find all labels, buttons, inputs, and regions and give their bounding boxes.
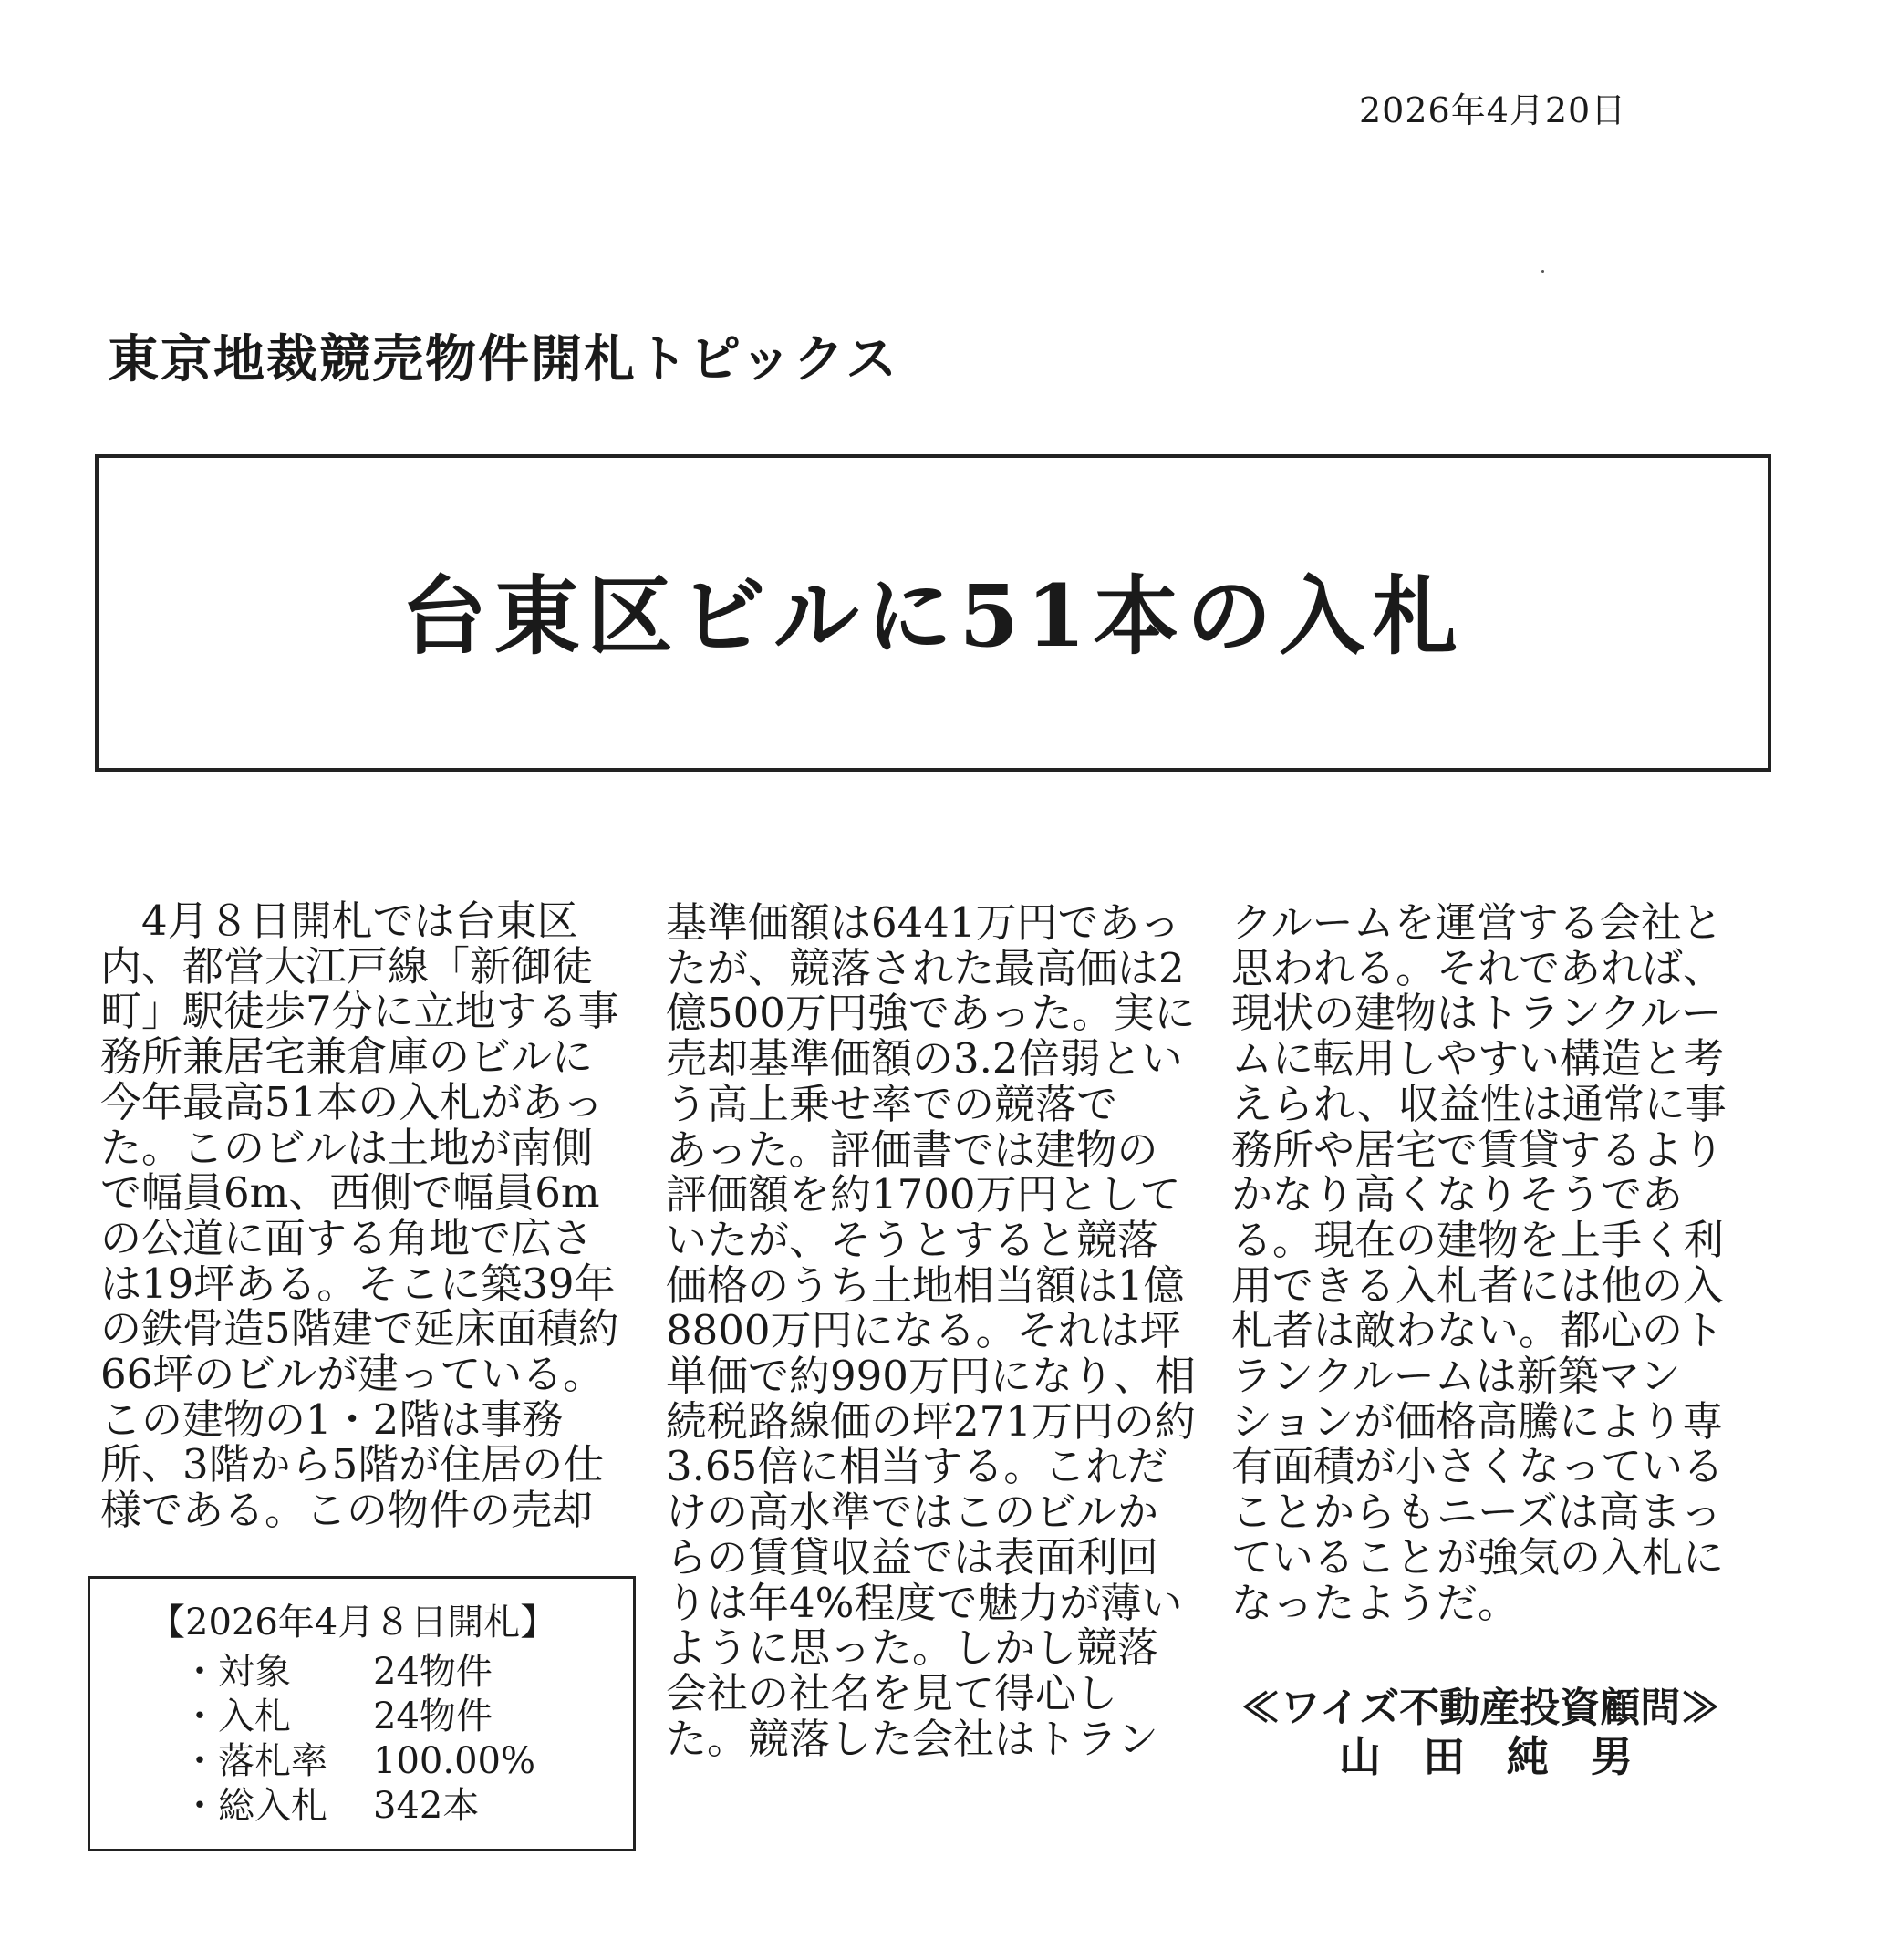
article-column-1 [100, 898, 629, 1533]
text-line: 億500万円強であった。実に [666, 989, 1196, 1038]
text-line: たが、競落された最高価は2 [666, 943, 1185, 992]
text-line: 務所や居宅で賃貸するより [1231, 1125, 1725, 1174]
stats-row [182, 1784, 479, 1829]
article-column-2 [666, 900, 1195, 1761]
text-line: ていることが強気の入札に [1231, 1532, 1725, 1581]
stats-value: 24物件 [373, 1696, 493, 1737]
text-line: る。現在の建物を上手く利 [1231, 1215, 1725, 1264]
text-line: 続税路線価の坪271万円の約 [666, 1396, 1196, 1446]
text-line: 現状の建物はトランクルー [1231, 989, 1722, 1038]
text-line: ように思った。しかし競落 [666, 1623, 1159, 1673]
text-line: ランクルームは新築マン [1231, 1352, 1681, 1401]
scan-speck [1541, 270, 1544, 273]
article-column-3 [1231, 900, 1760, 1625]
text-line: 内、都営大江戸線「新御徒 [100, 941, 594, 990]
text-line: らの賃貸収益では表面利回 [666, 1532, 1159, 1581]
headline-box [95, 454, 1771, 772]
headline: 台東区ビルに51本の入札 [400, 565, 1466, 667]
stats-row [182, 1695, 493, 1739]
text-line: の公道に面する角地で広さ [100, 1213, 594, 1262]
text-line: 務所兼居宅兼倉庫のビルに [100, 1032, 594, 1082]
text-line: 有面積が小さくなっている [1231, 1442, 1725, 1491]
stats-row [182, 1650, 493, 1695]
text-line: あった。評価書では建物の [666, 1125, 1158, 1174]
text-line: 66坪のビルが建っている。 [100, 1350, 605, 1399]
stats-heading: 【2026年4月８日開札】 [149, 1602, 557, 1644]
text-line: で幅員6m、西側で幅員6m [100, 1168, 600, 1218]
text-line: 町」駅徒歩7分に立地する事 [100, 987, 619, 1036]
text-line: けの高水準ではこのビルか [666, 1488, 1159, 1537]
text-line: 単価で約990万円になり、相 [666, 1352, 1196, 1401]
author-name: 山 田 純 男 [1339, 1732, 1633, 1781]
auction-stats-box [88, 1576, 636, 1851]
text-line: この建物の1・2階は事務 [100, 1395, 564, 1444]
section-title: 東京地裁競売物件開札トピックス [108, 330, 899, 389]
text-line: ことからもニーズは高まっ [1231, 1488, 1722, 1537]
text-line: なったようだ。 [1231, 1578, 1520, 1627]
text-line: の鉄骨造5階建で延床面積約 [100, 1304, 619, 1353]
text-line: 売却基準価額の3.2倍弱とい [666, 1034, 1183, 1084]
text-line: た。このビルは土地が南側 [100, 1123, 594, 1172]
text-line: えられ、収益性は通常に事 [1231, 1079, 1727, 1128]
text-line: 3.65倍に相当する。これだ [666, 1442, 1168, 1491]
text-line: 思われる。それであれば、 [1231, 943, 1725, 992]
text-line: ムに転用しやすい構造と考 [1231, 1034, 1725, 1084]
text-line: 8800万円になる。それは坪 [666, 1306, 1181, 1355]
stats-label: ・総入札 [182, 1785, 327, 1827]
text-line: 基準価額は6441万円であっ [666, 898, 1181, 947]
text-line: う高上乗せ率での競落で [666, 1079, 1118, 1128]
text-line: 今年最高51本の入札があっ [100, 1077, 604, 1126]
text-line: りは年4%程度で魅力が薄い [666, 1578, 1183, 1627]
text-line: た。競落した会社はトラン [666, 1714, 1159, 1763]
stats-row [182, 1739, 535, 1784]
text-line: 4月８日開札では台東区 [100, 897, 578, 945]
text-line: は19坪ある。そこに築39年 [100, 1259, 616, 1308]
stats-value: 24物件 [373, 1651, 493, 1693]
stats-label: ・対象 [182, 1651, 291, 1693]
author-organization: ≪ワイズ不動産投資顧問≫ [1240, 1685, 1721, 1731]
text-line: かなり高くなりそうであ [1231, 1170, 1684, 1219]
text-line: 用できる入札者には他の入 [1231, 1260, 1725, 1310]
stats-label: ・落札率 [182, 1740, 327, 1782]
text-line: いたが、そうとすると競落 [666, 1215, 1159, 1264]
text-line: ションが価格高騰により専 [1231, 1396, 1724, 1446]
text-line: 評価額を約1700万円として [666, 1170, 1181, 1219]
text-line: クルームを運営する会社と [1231, 898, 1723, 947]
text-line: 様である。この物件の売却 [100, 1486, 594, 1535]
text-line: 所、3階から5階が住居の仕 [100, 1440, 605, 1489]
text-line: 会社の社名を見て得心し [666, 1668, 1118, 1717]
text-line: 価格のうち土地相当額は1億 [666, 1260, 1185, 1310]
stats-label: ・入札 [182, 1696, 291, 1737]
document-date: 2026年4月20日 [1359, 90, 1627, 130]
stats-value: 342本 [373, 1785, 480, 1827]
text-line: 札者は敵わない。都心のト [1231, 1306, 1725, 1355]
stats-value: 100.00% [373, 1740, 535, 1782]
